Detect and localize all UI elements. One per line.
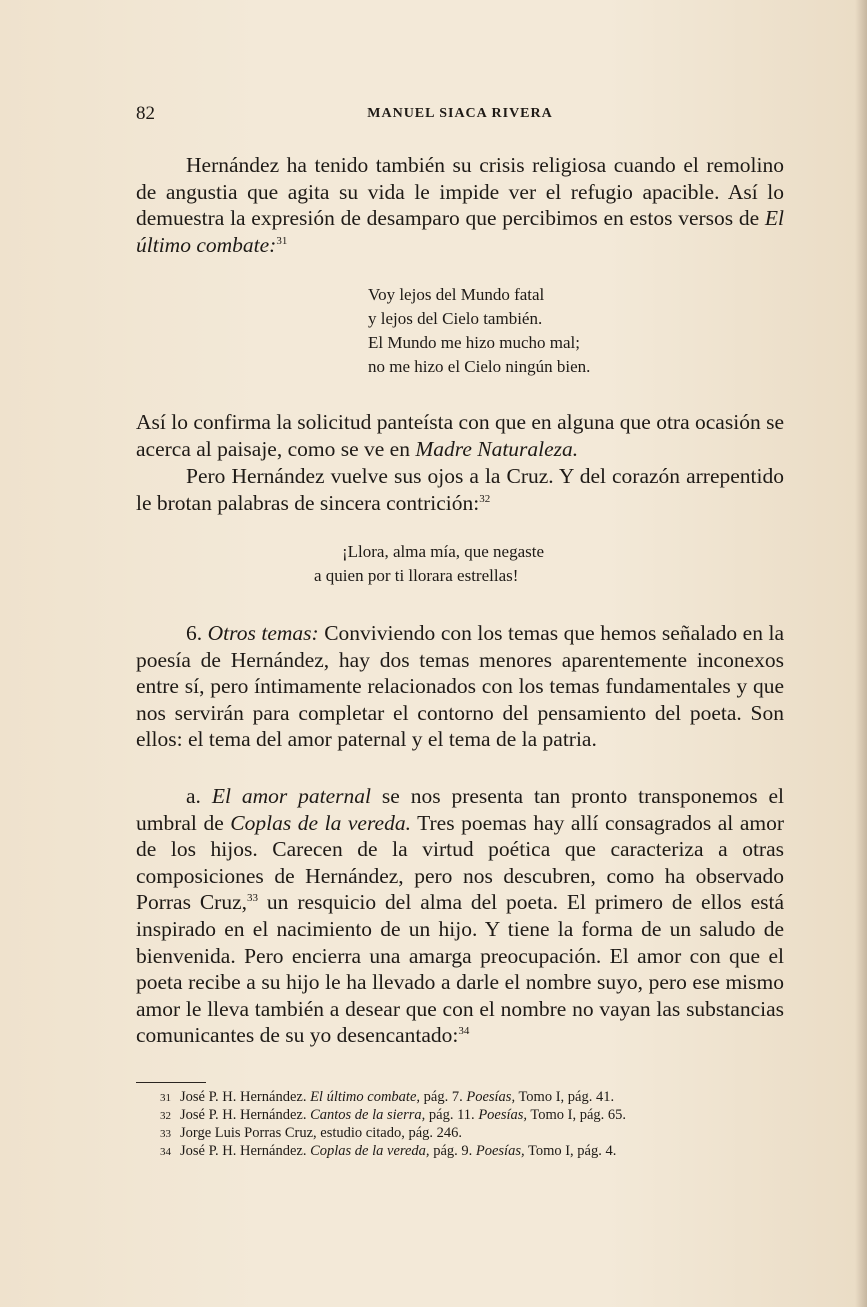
footnote-text: Jorge Luis Porras Cruz, estudio citado, pág. 246. bbox=[180, 1125, 463, 1141]
subsection-letter: a. bbox=[186, 784, 212, 808]
running-head bbox=[136, 103, 784, 129]
verse-line: y lejos del Cielo también. bbox=[368, 309, 543, 328]
footnote-ref: 32 bbox=[479, 492, 491, 505]
paragraph-1 bbox=[136, 152, 784, 258]
verse-line: ¡Llora, alma mía, que negaste bbox=[342, 542, 545, 561]
footnote-text: pág. 9. bbox=[429, 1143, 476, 1159]
footnote-text: José P. H. Hernández. bbox=[180, 1089, 311, 1105]
footnote bbox=[160, 1125, 800, 1143]
footnote-title: Poesías, bbox=[466, 1089, 516, 1105]
verse-line: a quien por ti llorara estrellas! bbox=[314, 566, 519, 585]
footnote-number: 32 bbox=[160, 1110, 171, 1122]
page-edge-shadow bbox=[855, 0, 867, 1307]
footnote-text: Tomo I, pág. 65. bbox=[527, 1107, 627, 1123]
footnote-text: Tomo I, pág. 4. bbox=[524, 1143, 617, 1159]
verse-line: El Mundo me hizo mucho mal; bbox=[368, 333, 580, 352]
footnote-ref: 34 bbox=[458, 1025, 470, 1038]
footnote-title: Poesías, bbox=[475, 1143, 525, 1159]
footnote-text: pág. 7. bbox=[420, 1089, 467, 1105]
footnote-title: Coplas de la vereda, bbox=[310, 1143, 430, 1159]
footnote-rule bbox=[136, 1082, 206, 1083]
verse-line: Voy lejos del Mundo fatal bbox=[368, 285, 545, 304]
paragraph-5-text: se nos presenta tan pronto transponemos el umbral de bbox=[136, 784, 785, 835]
footnote-text: José P. H. Hernández. bbox=[180, 1107, 311, 1123]
paragraph-2-text: Así lo confirma la solicitud panteísta con que en alguna que otra ocasión se acerca al paisaje, como se ve en bbox=[136, 410, 784, 461]
footnote-text: pág. 11. bbox=[425, 1107, 479, 1123]
footnote-title: Poesías, bbox=[478, 1107, 528, 1123]
paragraph-4 bbox=[136, 620, 784, 753]
work-title: Madre Naturaleza. bbox=[415, 436, 579, 461]
paragraph-1-text: Hernández ha tenido también su crisis religiosa cuando el remolino de angustia que agita su vida le impide ver el refugio apacible. Así lo demuestra la expresión de desamparo que percibimos en estos versos de bbox=[136, 153, 784, 231]
footnote-number: 34 bbox=[160, 1146, 171, 1158]
verse-block-2 bbox=[314, 540, 545, 588]
footnote-number: 31 bbox=[160, 1092, 171, 1104]
section-title: Otros temas: bbox=[207, 621, 319, 645]
paragraph-5-text: un resquicio del alma del poeta. El primero de ellos está inspirado en el nacimiento de un hijo. Y tiene la forma de un saludo de bienvenida. Pero encierra una amarga preocupación. El amor con que el poeta recibe a su hijo le ha llevado a darle el nombre suyo, pero ese mismo amor le lleva también a desear que con el nombre no vayan las substancias comunicantes de su yo desencantado: bbox=[136, 890, 784, 1048]
work-title: El último combate: bbox=[136, 206, 784, 257]
footnote bbox=[160, 1089, 800, 1107]
footnote-text: Tomo I, pág. 41. bbox=[515, 1089, 615, 1105]
footnote-text: José P. H. Hernández. bbox=[180, 1143, 311, 1159]
paragraph-3-text: Pero Hernández vuelve sus ojos a la Cruz. Y del corazón arrepentido le brotan palabras de sincera contrición: bbox=[136, 464, 784, 515]
paragraph-3 bbox=[136, 463, 784, 516]
work-title: Coplas de la vereda. bbox=[230, 810, 411, 835]
running-head-author: MANUEL SIACA RIVERA bbox=[367, 106, 553, 121]
subsection-title: El amor paternal bbox=[211, 784, 371, 808]
footnote-title: El último combate, bbox=[310, 1089, 421, 1105]
paragraph-5 bbox=[136, 783, 784, 1049]
paragraph-5-text: Tres poemas hay allí consagrados al amor de los hijos. Carecen de la virtud poética que caracteriza a otras composiciones de Hernández, pero nos descubren, como ha observado Porras Cruz, bbox=[136, 810, 784, 915]
footnote-ref: 33 bbox=[247, 892, 259, 905]
verse-line: no me hizo el Cielo ningún bien. bbox=[368, 357, 591, 376]
paragraph-4-text: Conviviendo con los temas que hemos señalado en la poesía de Hernández, hay dos temas menores aparentemente inconexos entre sí, pero íntimamente relacionados con los temas fundamentales y que nos servirán para completar el contorno del pensamiento del poeta. Son ellos: el tema del amor paternal y el tema de la patria. bbox=[136, 621, 784, 752]
footnotes bbox=[160, 1089, 800, 1161]
section-number: 6. bbox=[186, 621, 208, 645]
footnote bbox=[160, 1107, 800, 1125]
verse-block-1 bbox=[368, 283, 590, 379]
footnote-ref: 31 bbox=[276, 234, 288, 247]
page-number: 82 bbox=[136, 103, 155, 124]
footnote bbox=[160, 1143, 800, 1161]
footnote-number: 33 bbox=[160, 1128, 171, 1140]
footnote-title: Cantos de la sierra, bbox=[310, 1107, 426, 1123]
paragraph-2 bbox=[136, 409, 784, 462]
